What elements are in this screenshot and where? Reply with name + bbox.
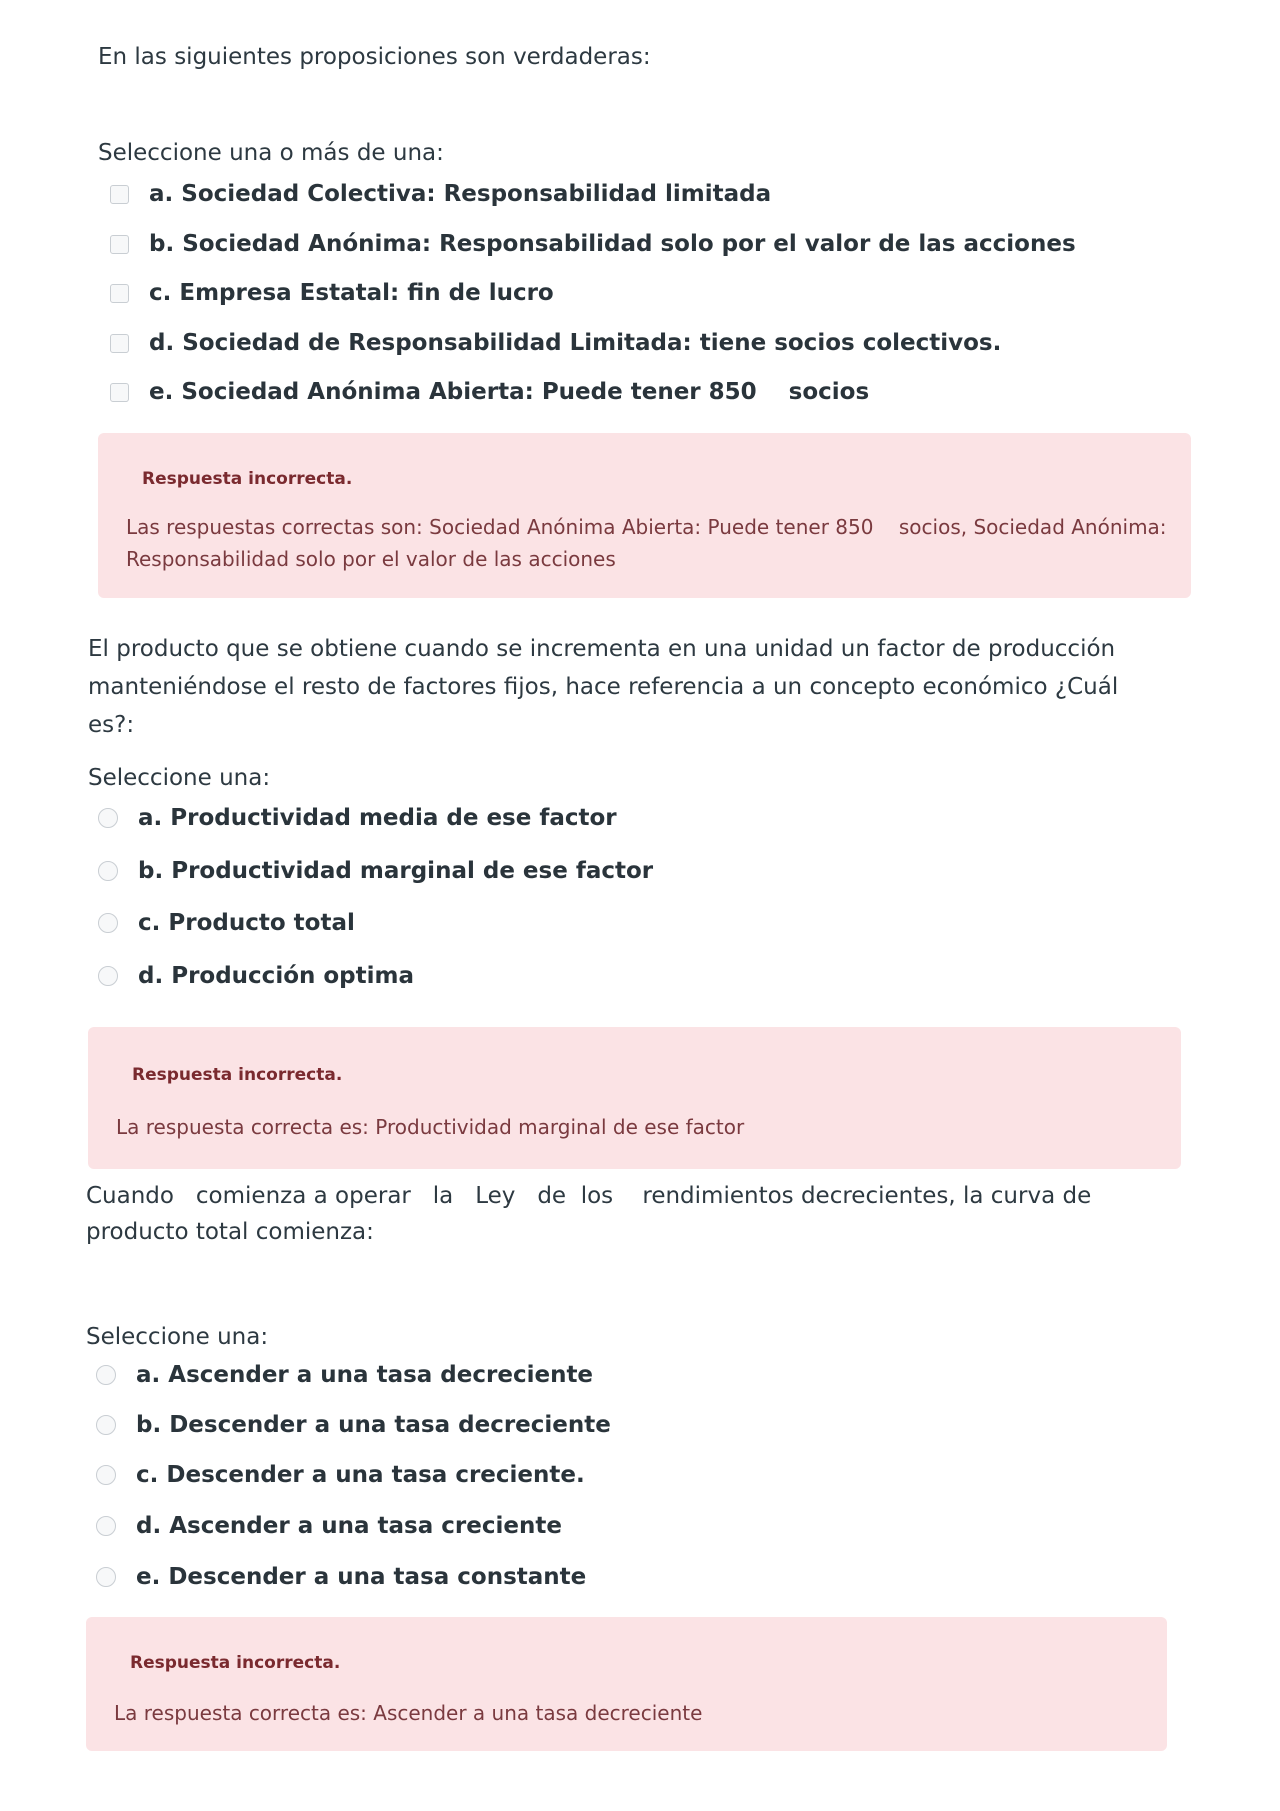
- radio-icon[interactable]: [96, 1516, 116, 1536]
- answer-option[interactable]: [98, 858, 653, 884]
- answer-option[interactable]: [110, 181, 771, 207]
- answer-option[interactable]: [110, 379, 869, 405]
- radio-icon[interactable]: [96, 1365, 116, 1385]
- question-2-prompt: Seleccione una:: [88, 765, 271, 791]
- feedback-box-3: [86, 1617, 1167, 1751]
- answer-label: e. Descender a una tasa constante: [136, 1564, 587, 1590]
- answer-label: a. Productividad media de ese factor: [138, 805, 617, 831]
- answer-option[interactable]: [96, 1412, 611, 1438]
- answer-option[interactable]: [96, 1362, 593, 1388]
- answer-label: b. Sociedad Anónima: Responsabilidad solo por el valor de las acciones: [149, 231, 1076, 257]
- answer-label: b. Productividad marginal de ese factor: [138, 858, 654, 884]
- answer-option[interactable]: [96, 1564, 586, 1590]
- answer-label: c. Descender a una tasa creciente.: [136, 1462, 585, 1488]
- answer-label: d. Producción optima: [138, 963, 415, 989]
- feedback-title: Respuesta incorrecta.: [132, 1065, 343, 1085]
- question-2-text: El producto que se obtiene cuando se incrementa en una unidad un factor de producción manteniéndose el resto de factores fijos, hace referencia a un concepto económico ¿Cuál es?:: [88, 636, 1119, 738]
- answer-label: e. Sociedad Anónima Abierta: Puede tener 850 socios: [149, 379, 870, 405]
- checkbox-icon[interactable]: [110, 185, 129, 204]
- feedback-box-2: [88, 1027, 1181, 1169]
- answer-label: c. Empresa Estatal: fin de lucro: [149, 280, 554, 306]
- radio-icon[interactable]: [96, 1465, 116, 1485]
- feedback-title: Respuesta incorrecta.: [130, 1653, 341, 1673]
- feedback-box-1: [98, 433, 1191, 598]
- radio-icon[interactable]: [98, 861, 118, 881]
- checkbox-icon[interactable]: [110, 334, 129, 353]
- answer-option[interactable]: [98, 910, 355, 936]
- answer-label: a. Ascender a una tasa decreciente: [136, 1362, 594, 1388]
- question-1-prompt: Seleccione una o más de una:: [98, 140, 444, 166]
- answer-label: c. Producto total: [138, 910, 355, 936]
- answer-option[interactable]: [96, 1513, 562, 1539]
- radio-icon[interactable]: [98, 808, 118, 828]
- feedback-text: La respuesta correcta es: Ascender a una tasa decreciente: [114, 1701, 703, 1725]
- answer-label: b. Descender a una tasa decreciente: [136, 1412, 611, 1438]
- feedback-title: Respuesta incorrecta.: [142, 469, 353, 489]
- question-3-text: Cuando comienza a operar la Ley de los rendimientos decrecientes, la curva de producto total comienza:: [86, 1183, 1099, 1245]
- question-3-prompt: Seleccione una:: [86, 1324, 269, 1350]
- feedback-text: Las respuestas correctas son: Sociedad Anónima Abierta: Puede tener 850 socios, Sociedad Anónima: Responsabilidad solo por el valor de las acciones: [126, 515, 1173, 571]
- radio-icon[interactable]: [98, 966, 118, 986]
- question-1-text: En las siguientes proposiciones son verdaderas:: [98, 44, 651, 70]
- answer-option[interactable]: [98, 963, 414, 989]
- answer-option[interactable]: [110, 231, 1076, 257]
- radio-icon[interactable]: [98, 913, 118, 933]
- checkbox-icon[interactable]: [110, 284, 129, 303]
- checkbox-icon[interactable]: [110, 235, 129, 254]
- answer-option[interactable]: [110, 280, 554, 306]
- feedback-text: La respuesta correcta es: Productividad marginal de ese factor: [116, 1115, 745, 1139]
- answer-label: d. Sociedad de Responsabilidad Limitada: tiene socios colectivos.: [149, 330, 1002, 356]
- checkbox-icon[interactable]: [110, 383, 129, 402]
- radio-icon[interactable]: [96, 1567, 116, 1587]
- answer-option[interactable]: [110, 330, 1001, 356]
- answer-label: d. Ascender a una tasa creciente: [136, 1513, 562, 1539]
- answer-option[interactable]: [96, 1462, 585, 1488]
- radio-icon[interactable]: [96, 1415, 116, 1435]
- answer-option[interactable]: [98, 805, 617, 831]
- answer-label: a. Sociedad Colectiva: Responsabilidad limitada: [149, 181, 772, 207]
